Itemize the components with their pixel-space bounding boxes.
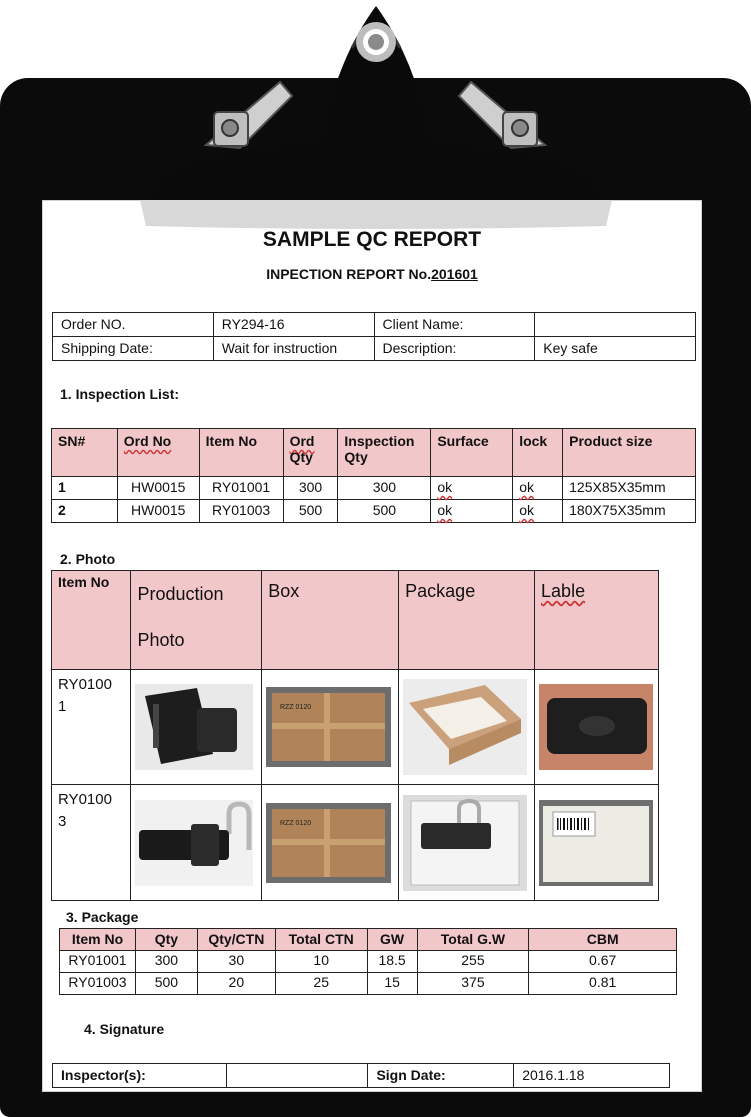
col-pack-qty-ctn: Qty/CTN [197,929,275,951]
opened-package-photo-icon [403,679,527,775]
ord-no-cell: HW0015 [117,477,199,500]
col-insp-qty-line2: Qty [344,449,368,465]
col-ord-qty-line2: Qty [289,449,313,465]
pack-cell: RY01001 [60,951,136,973]
report-title: SAMPLE QC REPORT [262,228,482,251]
col-photo-item-no: Item No [52,571,131,670]
sign-date-label: Sign Date: [368,1064,514,1088]
pack-cell: 0.81 [529,973,677,995]
col-pack-cbm: CBM [529,929,677,951]
label-photo-cell [535,785,659,901]
col-ord-no [117,429,199,477]
pack-cell: 15 [367,973,417,995]
table-row [52,500,696,523]
col-label-text: Lable [541,581,586,601]
pack-cell: 10 [275,951,367,973]
production-photo-cell [131,670,262,785]
photo-item-line2: 3 [58,813,67,830]
col-pack-total-ctn: Total CTN [275,929,367,951]
col-item-no: Item No [199,429,283,477]
col-surface: Surface [431,429,513,477]
col-ord-no-label: Ord No [123,433,172,449]
package-photo-cell [399,785,535,901]
surface-value: ok [437,502,453,518]
pack-cell: 25 [275,973,367,995]
ord-qty-cell: 500 [283,500,338,523]
pack-cell: 30 [197,951,275,973]
shipping-date-value: Wait for instruction [213,337,374,361]
inspection-table [51,428,696,523]
client-name-value [535,313,696,337]
insp-qty-cell: 500 [338,500,431,523]
col-ord-qty [283,429,338,477]
col-pack-gw: GW [367,929,417,951]
package-header-row [60,929,677,951]
package-photo-cell [399,670,535,785]
size-cell: 125X85X35mm [563,477,696,500]
table-row [60,973,677,995]
insp-qty-cell: 300 [338,477,431,500]
table-row [60,951,677,973]
signature-table [52,1063,670,1088]
col-insp-qty [338,429,431,477]
photo-item-line1: RY0100 [58,676,112,693]
item-no-cell: RY01001 [199,477,283,500]
order-info-row [53,313,696,337]
surface-value: ok [437,479,453,495]
lock-value: ok [519,502,534,518]
description-label: Description: [374,337,535,361]
order-info-row [53,337,696,361]
description-value: Key safe [535,337,696,361]
photo-item-line2: 1 [58,698,67,715]
photo-table [51,570,659,901]
blister-package-photo-icon [403,795,527,891]
lock-cell [513,500,563,523]
clipboard-clip-icon [0,0,751,240]
report-number: 201601 [431,266,478,282]
photo-item-line1: RY0100 [58,791,112,808]
photo-item-cell [52,670,131,785]
pack-cell: 300 [135,951,197,973]
col-label [535,571,659,670]
inspection-header-row [52,429,696,477]
signature-row [53,1064,670,1088]
report-subtitle-prefix: INPECTION REPORT No. [266,266,432,282]
label-photo-cell [535,670,659,785]
size-cell: 180X75X35mm [563,500,696,523]
col-pack-qty: Qty [135,929,197,951]
report-subtitle [42,266,702,282]
pack-cell: 255 [417,951,529,973]
box-photo-cell [262,785,399,901]
inspection-heading: 1. Inspection List: [60,386,180,402]
pack-cell: 0.67 [529,951,677,973]
photo-header-row [52,571,659,670]
col-pack-item-no: Item No [60,929,136,951]
lock-cell [513,477,563,500]
package-table [59,928,677,995]
col-product-size: Product size [563,429,696,477]
pack-cell: 18.5 [367,951,417,973]
signature-heading: 4. Signature [84,1021,165,1037]
surface-cell [431,500,513,523]
col-package: Package [399,571,535,670]
col-lock: lock [513,429,563,477]
box-marking: RZZ 0120 [280,704,312,711]
pack-cell: 500 [135,973,197,995]
sn-cell: 1 [52,477,118,500]
ord-no-cell: HW0015 [117,500,199,523]
inspector-label: Inspector(s): [53,1064,227,1088]
order-no-value: RY294-16 [213,313,374,337]
sign-date-value: 2016.1.18 [514,1064,670,1088]
col-production-line1: Production [137,584,224,604]
order-info-table [52,312,696,361]
surface-cell [431,477,513,500]
carton-box-photo-icon [266,687,391,767]
photo-heading: 2. Photo [60,551,116,567]
col-insp-qty-line1: Inspection [344,433,415,449]
col-box: Box [262,571,399,670]
col-ord-qty-line1: Ord [289,433,315,449]
carton-box-photo-icon [266,803,391,883]
col-sn: SN# [52,429,118,477]
box-marking: RZZ 0120 [280,819,312,827]
package-heading: 3. Package [66,909,139,925]
client-name-label: Client Name: [374,313,535,337]
table-row [52,785,659,901]
pack-cell: RY01003 [60,973,136,995]
order-no-label: Order NO. [53,313,214,337]
col-production-line2: Photo [137,630,185,650]
box-photo-cell [262,670,399,785]
production-photo-cell [131,785,262,901]
inspector-value [226,1064,368,1088]
padlock-safe-photo-icon [135,800,253,886]
ord-qty-cell: 300 [283,477,338,500]
photo-item-cell [52,785,131,901]
shipping-date-label: Shipping Date: [53,337,214,361]
col-pack-total-gw: Total G.W [417,929,529,951]
barcode-label-photo-icon [539,800,653,886]
table-row [52,670,659,785]
sn-cell: 2 [52,500,118,523]
table-row [52,477,696,500]
pack-cell: 375 [417,973,529,995]
key-safe-back-photo-icon [539,684,653,770]
key-safe-photo-icon [135,684,253,770]
lock-value: ok [519,479,534,495]
item-no-cell: RY01003 [199,500,283,523]
col-production-photo [131,571,262,670]
pack-cell: 20 [197,973,275,995]
